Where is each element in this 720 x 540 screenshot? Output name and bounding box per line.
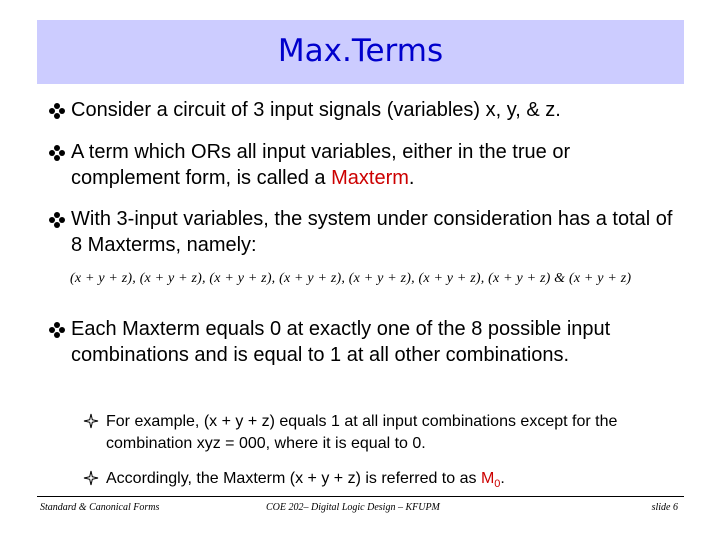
maxterms-formula: (x + y + z), (x + y + z), (x + y + z), (x + y + z), (x + y + z), (x + y + z), (x + y + z) & (x + y + z) <box>70 271 632 286</box>
diamond-bullet-icon <box>48 206 66 232</box>
footer-right: slide 6 <box>651 502 678 513</box>
title-bar <box>37 20 684 84</box>
bullet-2-text <box>71 139 678 191</box>
maxterm-highlight: Maxterm <box>331 167 409 189</box>
footer-center: COE 202– Digital Logic Design – KFUPM <box>266 502 440 513</box>
sub-bullet-2-text-main: Accordingly, the Maxterm (x + y + z) is referred to as <box>106 470 481 487</box>
m0-letter: M <box>480 470 495 487</box>
diamond-bullet-icon <box>48 139 66 165</box>
bullet-4-text: Each Maxterm equals 0 at exactly one of the 8 possible input combinations and is equal to 1 at all other combinations. <box>71 318 611 366</box>
star-bullet-icon <box>83 470 99 486</box>
m0-subscript: 0 <box>494 478 501 491</box>
bullet-2-period: . <box>408 167 415 189</box>
bullet-3 <box>48 206 678 258</box>
m0-symbol <box>480 470 501 491</box>
footer-left: Standard & Canonical Forms <box>40 502 160 513</box>
bullet-1 <box>48 97 678 123</box>
bullet-2-text-main: A term which ORs all input variables, either in the true or complement form, is called a <box>71 141 571 189</box>
bullet-4 <box>48 316 678 368</box>
sub-bullet-1 <box>83 411 653 455</box>
sub-bullet-2-period: . <box>500 470 505 487</box>
sub-bullet-1-text: For example, (x + y + z) equals 1 at all input combinations except for the combination xyz = 000, where it is equal to 0. <box>106 413 618 452</box>
diamond-bullet-icon <box>48 316 66 342</box>
slide-title: Max.Terms <box>277 33 444 69</box>
bullet-2 <box>48 139 678 191</box>
sub-bullet-2 <box>83 468 653 495</box>
bullet-3-text: With 3-input variables, the system under consideration has a total of 8 Maxterms, namely: <box>71 208 673 256</box>
footer-divider <box>37 496 684 497</box>
diamond-bullet-icon <box>48 97 66 123</box>
bullet-1-text: Consider a circuit of 3 input signals (variables) x, y, & z. <box>71 99 561 121</box>
star-bullet-icon <box>83 413 99 429</box>
sub-bullet-2-text <box>106 468 653 495</box>
